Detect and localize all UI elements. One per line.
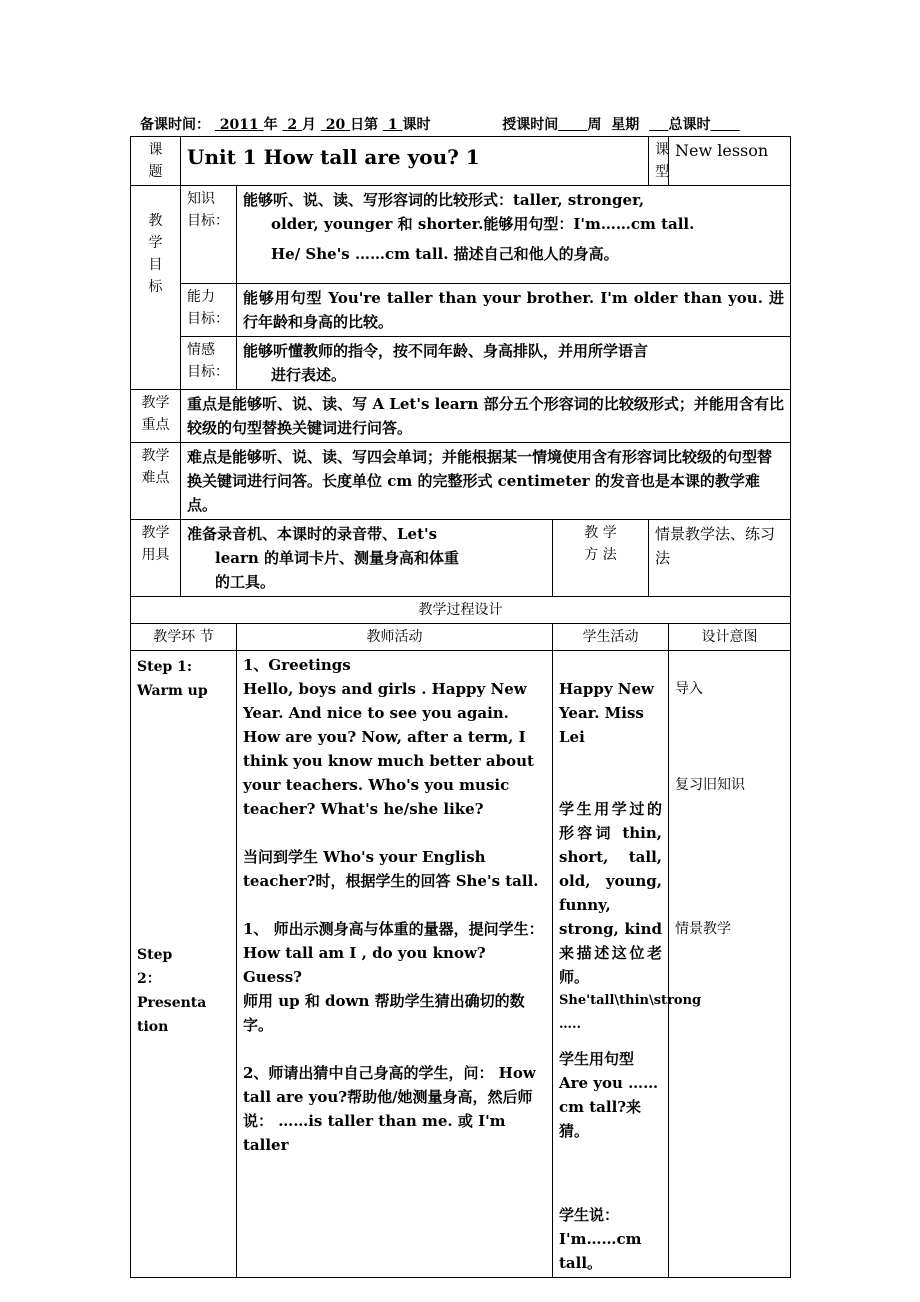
day-value: 20 bbox=[325, 117, 346, 133]
col-intent-header: 设计意图 bbox=[669, 624, 791, 651]
tools-text: 准备录音机、本课时的录音带、Let's learn 的单词卡片、测量身高和体重 的工具。 bbox=[181, 520, 553, 597]
difficulties-label: 教学 难点 bbox=[131, 443, 181, 520]
lesson-header bbox=[140, 114, 740, 134]
col-step-header: 教学环 节 bbox=[131, 624, 237, 651]
col-teacher-header: 教师活动 bbox=[237, 624, 553, 651]
ability-row bbox=[131, 284, 791, 337]
step1-label: Step 1: Warm up bbox=[137, 659, 208, 699]
step-cell bbox=[131, 651, 237, 1278]
process-header-row bbox=[131, 624, 791, 651]
key-points-text: 重点是能够听、说、读、写 A Let's learn 部分五个形容词的比较级形式；并能用含有比较级的句型替换关键词进行问答。 bbox=[181, 390, 791, 443]
process-title-row bbox=[131, 597, 791, 624]
process-body-row bbox=[131, 651, 791, 1278]
day-unit: 日第 bbox=[350, 117, 379, 133]
key-points-row bbox=[131, 390, 791, 443]
teach-time-label: 授课时间 bbox=[502, 117, 559, 133]
tools-row bbox=[131, 520, 791, 597]
topic-label: 课 题 bbox=[131, 137, 181, 186]
tools-label: 教学 用具 bbox=[131, 520, 181, 597]
student-activity: Happy New Year. Miss Lei 学生用学过的形容词 thin, short, tall, old, young, funny, strong, kind 来描述这位老师。 She'tall\thin\strong ….. 学生用句型 Are you ……cm tall?来猜。 学生说：I'm……cm tall。 bbox=[553, 651, 669, 1278]
step2-label: Step 2：Presenta tion bbox=[137, 947, 207, 1035]
knowledge-goal: 能够听、说、读、写形容词的比较形式：taller, stronger, older, younger 和 shorter.能够用句型：I'm……cm tall. He/ She's ……cm tall. 描述自己和他人的身高。 bbox=[237, 186, 791, 284]
ability-goal: 能够用句型 You're taller than your brother. I'm older than you. 进行年龄和身高的比较。 bbox=[237, 284, 791, 337]
ability-label: 能力 目标： bbox=[181, 284, 237, 337]
type-label: 课 型 bbox=[649, 137, 669, 186]
period-unit: 课时 bbox=[402, 117, 431, 133]
knowledge-label: 知识 目标： bbox=[181, 186, 237, 284]
knowledge-row bbox=[131, 186, 791, 284]
month-value: 2 bbox=[287, 117, 298, 133]
lesson-type: New lesson bbox=[669, 137, 791, 186]
goals-label: 教 学 目 标 bbox=[131, 186, 181, 390]
difficulties-text: 难点是能够听、说、读、写四会单词；并能根据某一情境使用含有形容词比较级的句型替换关键词进行问答。长度单位 cm 的完整形式 centimeter 的发音也是本课的教学难点。 bbox=[181, 443, 791, 520]
month-unit: 月 bbox=[301, 117, 316, 133]
col-student-header: 学生活动 bbox=[553, 624, 669, 651]
week-unit: 周 bbox=[587, 117, 602, 133]
lesson-plan-table bbox=[130, 136, 791, 1278]
prep-time-label: 备课时间： bbox=[140, 117, 210, 133]
design-intent: 导入 复习旧知识 情景教学 bbox=[669, 651, 791, 1278]
difficulties-row bbox=[131, 443, 791, 520]
period-value: 1 bbox=[387, 117, 398, 133]
process-title: 教学过程设计 bbox=[131, 597, 791, 624]
topic-row bbox=[131, 137, 791, 186]
topic-title-cell bbox=[181, 137, 649, 186]
weekday-label: 星期 bbox=[611, 117, 640, 133]
method-label: 教 学 方 法 bbox=[553, 520, 649, 597]
year-unit: 年 bbox=[263, 117, 278, 133]
total-label: 总课时 bbox=[668, 117, 711, 133]
year-value: 2011 bbox=[219, 117, 259, 133]
emotion-goal: 能够听懂教师的指令，按不同年龄、身高排队，并用所学语言 进行表述。 bbox=[237, 337, 791, 390]
emotion-row bbox=[131, 337, 791, 390]
lesson-title: Unit 1 How tall are you? 1 bbox=[187, 145, 480, 169]
emotion-label: 情感 目标： bbox=[181, 337, 237, 390]
method-value: 情景教学法、练习法 bbox=[649, 520, 791, 597]
key-points-label: 教学 重点 bbox=[131, 390, 181, 443]
teacher-activity: 1、Greetings Hello, boys and girls . Happy New Year. And nice to see you again. How are you? Now, after a term, I think you know much better about your teachers. Who's you music teacher? What's he/she like? 当问到学生 Who's your English teacher?时，根据学生的回答 She's tall. 1、 师出示测身高与体重的量器，提问学生：How tall am I , do you know? Guess? 师用 up 和 down 帮助学生猜出确切的数字。 2、师请出猜中自己身高的学生，问： How tall are you?帮助他/她测量身高，然后师说： ……is taller than me. 或 I'm taller bbox=[237, 651, 553, 1278]
